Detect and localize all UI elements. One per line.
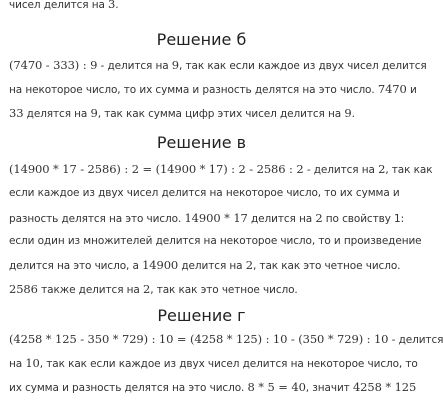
text-line [9,282,298,296]
text-line [9,106,355,120]
text-fragment: их сумма и разность делятся на это число. [9,382,248,394]
text-fragment: чисел делится на [9,0,109,11]
math-fragment: (14900 * 17 - 2586) : 2 = (14900 * 17) : 2 - 2586 : 2 [9,162,304,176]
text-line [9,332,443,346]
math-fragment: 4258 * 125 [352,380,417,394]
text-line [9,187,400,199]
math-fragment: 2 [143,282,151,296]
text-fragment: на [9,358,26,370]
text-fragment: - делится на [97,60,172,72]
text-fragment: разность делятся на это число. [9,213,185,225]
text-fragment: , так как сумма цифр этих чисел делится на [97,108,345,120]
math-fragment: 8 * 5 = 40 [247,380,306,394]
math-fragment: (7470 - 333) : 9 [9,58,98,72]
text-line [9,0,119,11]
text-fragment: - делится [388,334,443,346]
section-heading-b: Решение б [156,30,247,49]
math-fragment: 9 [90,106,98,120]
text-fragment: , так как это четное число. [252,260,401,272]
text-line [9,58,427,72]
math-fragment: 14900 [142,258,179,272]
text-fragment: если каждое из двух чисел делится на некоторое число, то их сумма и [9,187,400,199]
text-line [9,356,418,370]
text-fragment: делится на [247,213,316,225]
text-fragment: . [115,0,119,11]
text-fragment: если один из множителей делится на некоторое число, то и произведение [9,235,422,247]
text-fragment: , значит [305,382,353,394]
math-fragment: 2 [315,211,323,225]
section-heading-g: Решение г [157,306,246,325]
text-fragment: по свойству 1: [322,213,405,225]
text-fragment: и [406,84,417,96]
text-fragment: , так как это четное число. [150,284,298,296]
text-fragment: - делится на [303,164,379,176]
text-line [9,211,404,225]
math-fragment: 2 [245,258,253,272]
math-fragment: 9 [344,106,352,120]
math-fragment: 9 [171,58,180,72]
text-fragment: делятся на [23,108,91,120]
math-fragment: (4258 * 125 - 350 * 729) : 10 = (4258 * 125) : 10 - (350 * 729) : 10 [9,332,389,346]
math-fragment: 2586 [9,282,38,296]
math-fragment: 3 [108,0,116,11]
text-fragment: делится на это число, а [9,260,143,272]
text-line [9,380,416,394]
text-line [9,82,417,96]
text-fragment: на некоторое число, то их сумма и разность делятся на это число. [9,84,378,96]
math-fragment: 10 [25,356,40,370]
math-fragment: 7470 [377,82,407,96]
text-fragment: также делится на [37,284,143,296]
text-line [9,258,400,272]
text-line [9,235,422,247]
text-fragment: , так как [385,164,433,176]
text-line [9,162,432,176]
text-fragment: , так как если каждое из двух чисел делится [179,60,427,72]
text-fragment: . [351,108,355,120]
math-fragment: 33 [9,106,24,120]
text-fragment: , так как если каждое из двух чисел делится на некоторое число, то [39,358,418,370]
math-fragment: 2 [378,162,386,176]
section-heading-v: Решение в [156,133,247,152]
math-fragment: 14900 * 17 [184,211,248,225]
text-fragment: делится на [178,260,246,272]
